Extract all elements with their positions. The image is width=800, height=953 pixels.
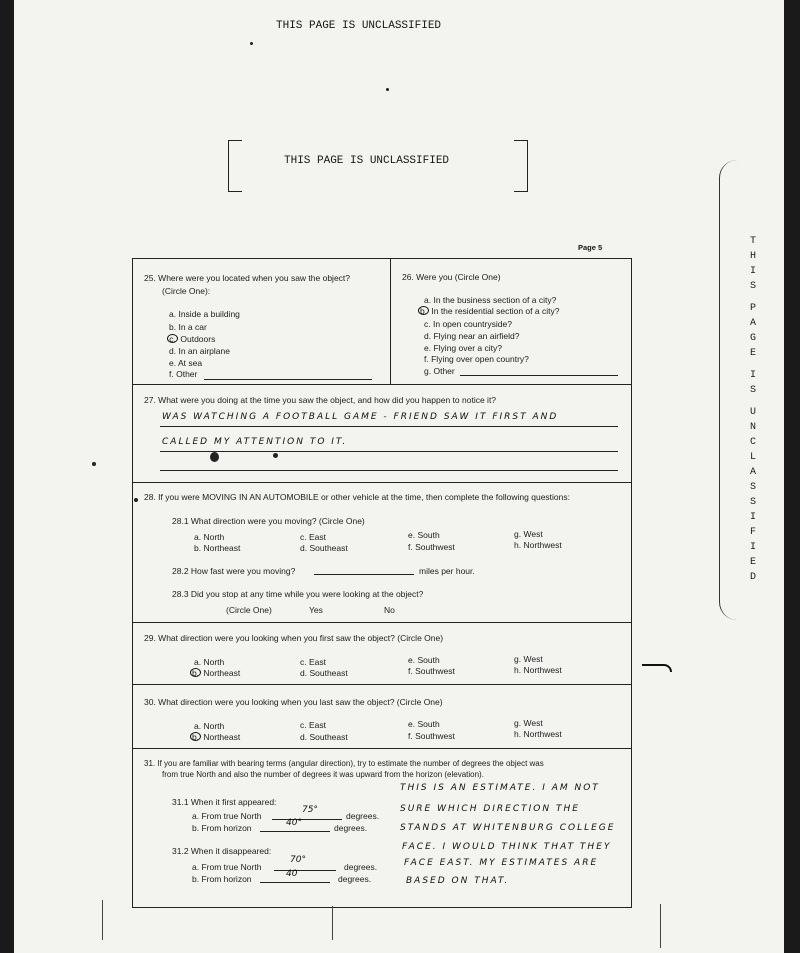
option-item: d. Southeast bbox=[300, 543, 348, 553]
option-item: e. South bbox=[408, 719, 440, 729]
option-item: c. East bbox=[300, 532, 327, 542]
option-item: h. Northwest bbox=[514, 665, 562, 675]
option-item: a. North bbox=[194, 721, 225, 731]
answer-line bbox=[272, 819, 342, 820]
note-line: BASED ON THAT. bbox=[406, 876, 510, 886]
option-item: a. North bbox=[194, 532, 225, 542]
unit-label: degrees. bbox=[334, 823, 368, 833]
boxed-unclassified-stamp: THIS PAGE IS UNCLASSIFIED bbox=[284, 155, 450, 167]
option-item-selected: b. In the residential section of a city? bbox=[419, 306, 560, 316]
handwritten-answer: WAS WATCHING A FOOTBALL GAME - FRIEND SAW IT FIRST AND bbox=[162, 412, 559, 422]
note-line: STANDS AT WHITENBURG COLLEGE bbox=[400, 823, 616, 833]
side-letter: F bbox=[750, 527, 757, 538]
side-letter: I bbox=[750, 266, 757, 277]
question-prompt: 26. Were you (Circle One) bbox=[402, 272, 501, 282]
handwritten-value: 40 bbox=[286, 869, 298, 879]
side-letter: S bbox=[750, 281, 757, 292]
question-prompt: 28. If you were MOVING IN AN AUTOMOBILE or other vehicle at the time, then complete the following questions: bbox=[144, 492, 570, 502]
scan-speck bbox=[92, 462, 96, 466]
answer-line bbox=[460, 375, 618, 376]
option-item: g. West bbox=[514, 529, 543, 539]
sub-question: 31.1 When it first appeared: bbox=[172, 797, 277, 807]
field-label: a. From true North bbox=[192, 862, 262, 872]
question-prompt: 30. What direction were you looking when you last saw the object? (Circle One) bbox=[144, 697, 443, 707]
answer-line bbox=[160, 451, 618, 452]
side-letter: E bbox=[750, 557, 757, 568]
circled-mark: b. bbox=[191, 668, 200, 678]
answer-line bbox=[314, 574, 414, 575]
option-item: c. East bbox=[300, 657, 327, 667]
side-letter: P bbox=[750, 303, 757, 314]
option-item: e. South bbox=[408, 655, 440, 665]
option-item: f. Southwest bbox=[408, 666, 455, 676]
question-prompt: (Circle One): bbox=[162, 286, 211, 296]
option-item: b. In a car bbox=[169, 322, 207, 332]
option-item: d. Southeast bbox=[300, 732, 348, 742]
option-item: h. Northwest bbox=[514, 729, 562, 739]
option-item: a. Inside a building bbox=[169, 309, 240, 319]
section-divider bbox=[132, 384, 632, 385]
option-item: c. East bbox=[300, 720, 327, 730]
side-stamp-frame bbox=[719, 160, 779, 620]
side-letter: U bbox=[750, 407, 757, 418]
scan-speck bbox=[250, 42, 253, 45]
sub-question: 31.2 When it disappeared: bbox=[172, 846, 272, 856]
option-item: c. In open countryside? bbox=[424, 319, 512, 329]
side-letter: N bbox=[750, 422, 757, 433]
ink-blot bbox=[210, 452, 219, 462]
scan-mark bbox=[102, 900, 103, 940]
option-item: g. Other bbox=[424, 366, 455, 376]
unit-label: miles per hour. bbox=[419, 566, 475, 576]
handwritten-value: 70° bbox=[290, 855, 306, 865]
circle-one-label: (Circle One) bbox=[226, 605, 272, 615]
side-letter: S bbox=[750, 482, 757, 493]
answer-line bbox=[160, 426, 618, 427]
page-number: Page 5 bbox=[578, 243, 603, 252]
option-item: d. In an airplane bbox=[169, 346, 230, 356]
option-item: f. Southwest bbox=[408, 731, 455, 741]
handwritten-value: 75° bbox=[302, 805, 318, 815]
side-letter: I bbox=[750, 370, 757, 381]
top-unclassified-stamp: THIS PAGE IS UNCLASSIFIED bbox=[276, 20, 442, 32]
note-line: THIS IS AN ESTIMATE. I AM NOT bbox=[400, 783, 600, 793]
sub-question: 28.2 How fast were you moving? bbox=[172, 566, 296, 576]
option-item: f. Southwest bbox=[408, 542, 455, 552]
answer-line bbox=[260, 831, 330, 832]
sub-question: 28.3 Did you stop at any time while you were looking at the object? bbox=[172, 589, 424, 599]
side-letter: L bbox=[750, 452, 757, 463]
option-yes: Yes bbox=[309, 605, 323, 615]
unit-label: degrees. bbox=[346, 811, 380, 821]
section-divider bbox=[132, 684, 632, 685]
answer-line bbox=[260, 882, 330, 883]
option-item: e. Flying over a city? bbox=[424, 343, 502, 353]
side-letter: I bbox=[750, 542, 757, 553]
unit-label: degrees. bbox=[338, 874, 372, 884]
option-item: d. Flying near an airfield? bbox=[424, 331, 520, 341]
option-item: e. At sea bbox=[169, 358, 203, 368]
answer-line bbox=[204, 379, 372, 380]
document-page bbox=[14, 0, 784, 953]
question-prompt: 31. If you are familiar with bearing terms (angular direction), try to estimate the number of degrees the object was bbox=[144, 759, 544, 768]
option-item-selected: c. Outdoors bbox=[169, 334, 215, 344]
scan-mark bbox=[660, 904, 661, 948]
unit-label: degrees. bbox=[344, 862, 378, 872]
option-item: g. West bbox=[514, 718, 543, 728]
field-label: a. From true North bbox=[192, 811, 262, 821]
scan-speck bbox=[386, 88, 389, 91]
field-label: b. From horizon bbox=[192, 874, 252, 884]
side-letter: A bbox=[750, 318, 757, 329]
scan-mark bbox=[642, 664, 672, 672]
side-letter: T bbox=[750, 236, 757, 247]
question-prompt: from true North and also the number of degrees it was upward from the horizon (elevation). bbox=[162, 770, 484, 779]
note-line: SURE WHICH DIRECTION THE bbox=[400, 804, 580, 814]
handwritten-answer: CALLED MY ATTENTION TO IT. bbox=[162, 437, 348, 447]
option-no: No bbox=[384, 605, 395, 615]
scan-mark bbox=[332, 906, 333, 940]
side-letter: G bbox=[750, 333, 757, 344]
side-letter: A bbox=[750, 467, 757, 478]
circled-mark: b. bbox=[191, 732, 200, 742]
question-prompt: 25. Where were you located when you saw the object? bbox=[144, 273, 351, 283]
option-item: f. Flying over open country? bbox=[424, 354, 529, 364]
option-item-selected: b. Northeast bbox=[191, 732, 241, 742]
option-item: b. Northeast bbox=[194, 543, 241, 553]
question-prompt: 27. What were you doing at the time you saw the object, and how did you happen to notice it? bbox=[144, 395, 497, 405]
column-divider bbox=[390, 258, 391, 384]
note-line: FACE EAST. MY ESTIMATES ARE bbox=[404, 858, 599, 868]
side-letter: C bbox=[750, 437, 757, 448]
handwritten-value: 40° bbox=[286, 818, 302, 828]
answer-line bbox=[274, 870, 336, 871]
option-item-selected: b. Northeast bbox=[191, 668, 241, 678]
side-letter: D bbox=[750, 572, 757, 583]
option-item: g. West bbox=[514, 654, 543, 664]
option-item: a. North bbox=[194, 657, 225, 667]
section-divider bbox=[132, 482, 632, 483]
option-item: e. South bbox=[408, 530, 440, 540]
question-prompt: 29. What direction were you looking when you first saw the object? (Circle One) bbox=[144, 633, 444, 643]
option-item: d. Southeast bbox=[300, 668, 348, 678]
ink-blot bbox=[273, 453, 278, 458]
sub-question: 28.1 What direction were you moving? (Circle One) bbox=[172, 516, 365, 526]
scan-speck bbox=[134, 498, 138, 502]
side-letter: S bbox=[750, 385, 757, 396]
circled-mark: c. bbox=[167, 334, 178, 343]
side-letter: H bbox=[750, 251, 757, 262]
circled-mark: b. bbox=[419, 306, 428, 316]
side-letter: E bbox=[750, 348, 757, 359]
section-divider bbox=[132, 748, 632, 749]
section-divider bbox=[132, 622, 632, 623]
field-label: b. From horizon bbox=[192, 823, 252, 833]
note-line: FACE. I WOULD THINK THAT THEY bbox=[402, 842, 612, 852]
option-item: f. Other bbox=[169, 369, 198, 379]
option-item: a. In the business section of a city? bbox=[424, 295, 557, 305]
side-letter: I bbox=[750, 512, 757, 523]
option-item: h. Northwest bbox=[514, 540, 562, 550]
answer-line bbox=[160, 470, 618, 471]
side-letter: S bbox=[750, 497, 757, 508]
